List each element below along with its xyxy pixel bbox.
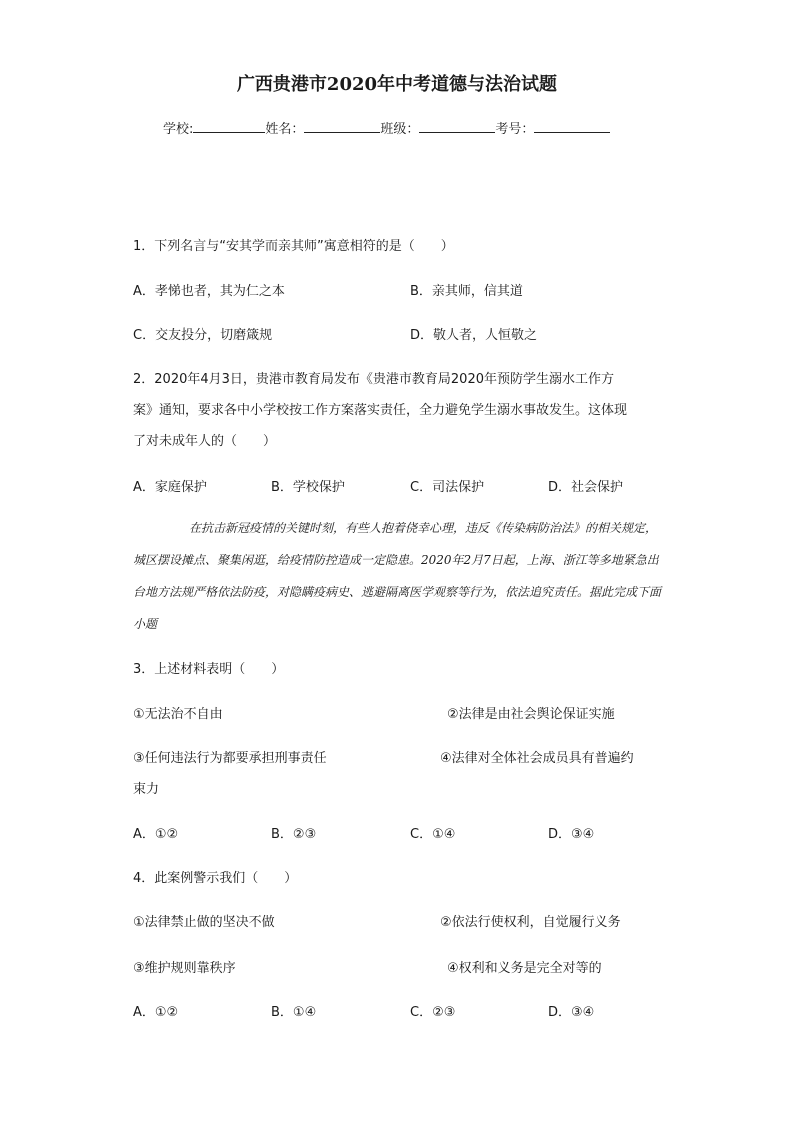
q2-option-d[interactable]: D．社会保护 xyxy=(548,480,624,495)
material-passage xyxy=(133,512,663,640)
q2-option-c[interactable]: C．司法保护 xyxy=(410,480,485,495)
q2-option-a[interactable]: A．家庭保护 xyxy=(133,480,207,495)
q1-option-d[interactable]: D．敬人者，人恒敬之 xyxy=(410,328,538,343)
q3-statement-1: ①无法治不自由 xyxy=(133,707,223,722)
q4-option-d[interactable]: D．③④ xyxy=(548,1005,595,1020)
class-blank[interactable] xyxy=(419,120,495,133)
q3-option-a[interactable]: A．①② xyxy=(133,827,179,842)
q2-option-b[interactable]: B．学校保护 xyxy=(271,480,345,495)
material-text: 在抗击新冠疫情的关键时刻，有些人抱着侥幸心理，违反《传染病防治法》的相关规定，城区摆设摊点、聚集闲逛，给疫情防控造成一定隐患。2020年2月7日起，上海、浙江等多地紧急出台地方法规严格依法防疫，对隐瞒疫病史、逃避隔离医学观察等行为，依法追究责任。据此完成下面小题 xyxy=(133,521,662,631)
q4-option-b[interactable]: B．①④ xyxy=(271,1005,317,1020)
student-info-line xyxy=(163,118,610,137)
q4-statement-2: ②依法行使权利，自觉履行义务 xyxy=(440,915,621,930)
class-label: 班级： xyxy=(380,122,420,137)
school-blank[interactable] xyxy=(193,120,265,133)
q4-statement-3: ③维护规则靠秩序 xyxy=(133,961,236,976)
q1-stem: 1．下列名言与“安其学而亲其师”寓意相符的是（ ） xyxy=(133,239,454,254)
q2-stem-line1: 2．2020年4月3日，贵港市教育局发布《贵港市教育局2020年预防学生溺水工作方 xyxy=(133,372,614,387)
q3-option-b[interactable]: B．②③ xyxy=(271,827,317,842)
q4-statement-4: ④权利和义务是完全对等的 xyxy=(447,961,602,976)
q3-statement-3: ③任何违法行为都要承担刑事责任 xyxy=(133,751,327,766)
q3-statement-4: ④法律对全体社会成员具有普遍约 xyxy=(440,751,634,766)
q2-stem-line3: 了对未成年人的（ ） xyxy=(133,434,277,449)
q3-option-d[interactable]: D．③④ xyxy=(548,827,595,842)
name-label: 姓名： xyxy=(265,122,305,137)
school-label: 学校: xyxy=(163,122,194,137)
q4-stem: 4．此案例警示我们（ ） xyxy=(133,871,298,886)
q3-stem: 3．上述材料表明（ ） xyxy=(133,662,285,677)
q3-statement-2: ②法律是由社会舆论保证实施 xyxy=(447,707,615,722)
exam-no-label: 考号： xyxy=(495,122,535,137)
q1-option-c[interactable]: C．交友投分，切磨箴规 xyxy=(133,328,273,343)
q4-statement-1: ①法律禁止做的坚决不做 xyxy=(133,915,275,930)
q3-option-c[interactable]: C．①④ xyxy=(410,827,456,842)
q4-option-c[interactable]: C．②③ xyxy=(410,1005,456,1020)
exam-no-blank[interactable] xyxy=(534,120,610,133)
name-blank[interactable] xyxy=(304,120,380,133)
page-title: 广西贵港市2020年中考道德与法治试题 xyxy=(236,74,558,95)
q2-stem-line2: 案》通知，要求各中小学校按工作方案落实责任，全力避免学生溺水事故发生。这体现 xyxy=(133,403,628,418)
q3-statement-4-cont: 束力 xyxy=(133,782,160,797)
q4-option-a[interactable]: A．①② xyxy=(133,1005,179,1020)
q1-option-b[interactable]: B．亲其师，信其道 xyxy=(410,284,523,299)
q1-option-a[interactable]: A．孝悌也者，其为仁之本 xyxy=(133,284,285,299)
